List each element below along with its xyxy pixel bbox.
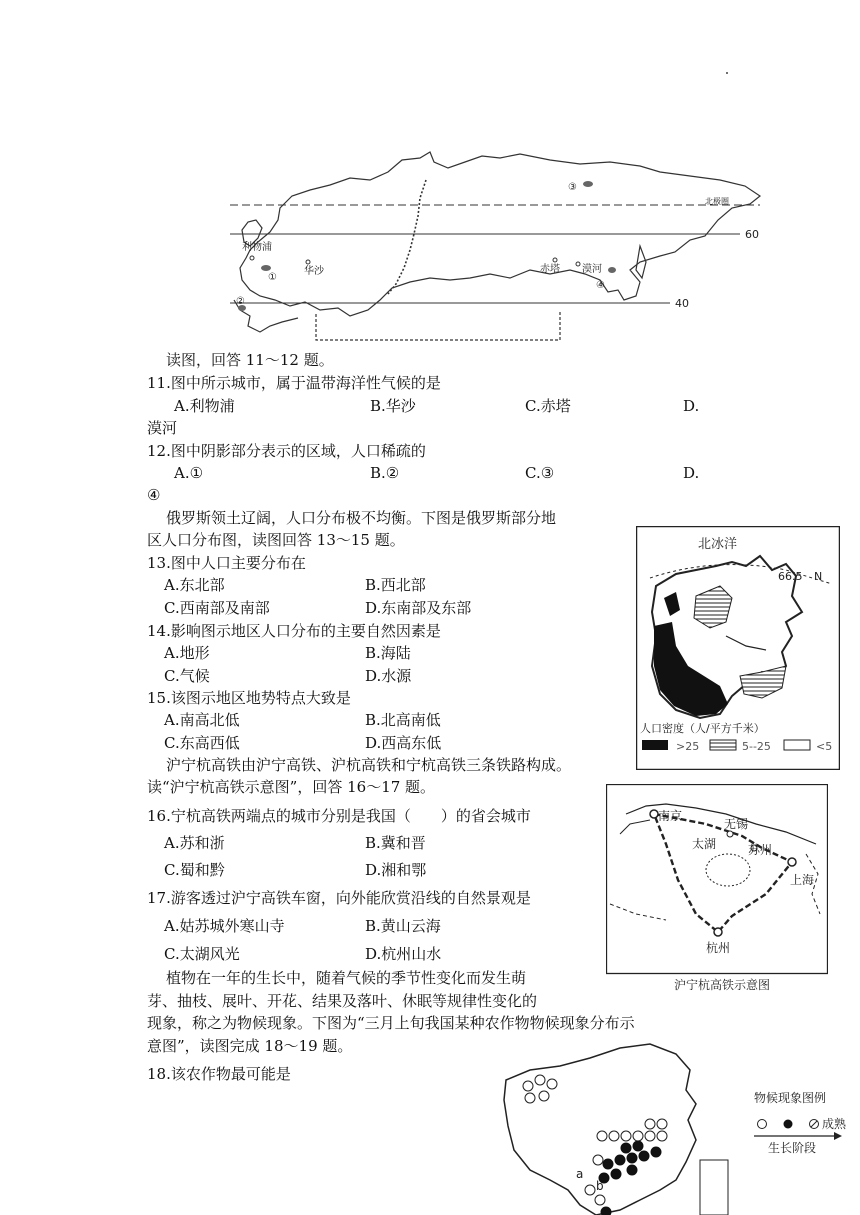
q15-option-a[interactable]: A.南高北低 [164,711,240,729]
shade-1 [261,265,271,271]
q17-option-d[interactable]: D.杭州山水 [365,945,442,963]
city-wuxi: 无锡 [724,817,749,831]
q18-stem: 18.该农作物最可能是 [147,1065,291,1083]
legend-swatch-medium [710,740,736,750]
phenology-map [500,1040,860,1215]
north-label: N [814,570,823,583]
q17-option-a[interactable]: A.姑苏城外寒山寺 [164,917,285,935]
region-1: ① [268,272,277,283]
population-density-map [636,526,840,770]
map-caption: 沪宁杭高铁示意图 [674,978,771,992]
ocean-label: 北冰洋 [698,537,738,552]
q16-stem: 16.宁杭高铁两端点的城市分别是我国（ ）的省会城市 [147,807,531,825]
city-liverpool: 利物浦 [242,242,272,253]
intro-11-12: 读图，回答 11～12 题。 [166,351,334,369]
q15-option-c[interactable]: C.东高西低 [164,734,240,752]
legend-title: 物候现象图例 [754,1091,827,1105]
q13-option-c[interactable]: C.西南部及南部 [164,599,270,617]
q14-option-d[interactable]: D.水源 [365,667,412,685]
shade-3 [583,181,593,187]
region-2: ② [236,296,245,307]
q12-option-b[interactable]: B.② [370,464,400,482]
intro-13-15-line2: 区人口分布图，读图回答 13～15 题。 [147,531,405,549]
q14-option-b[interactable]: B.海陆 [365,644,411,662]
q17-stem: 17.游客透过沪宁高铁车窗，向外能欣赏沿线的自然景观是 [147,889,531,907]
q15-stem: 15.该图示地区地势特点大致是 [147,689,351,707]
city-shanghai: 上海 [790,873,815,887]
legend-swatch-dense [642,740,668,750]
taihu-lake [706,854,750,886]
q12-option-a[interactable]: A.① [174,464,204,482]
intro-16-17-line1: 沪宁杭高铁由沪宁高铁、沪杭高铁和宁杭高铁三条铁路构成。 [166,756,572,774]
q17-option-b[interactable]: B.黄山云海 [365,917,441,935]
intro-18-19-line4: 意图”，读图完成 18～19 题。 [147,1037,353,1055]
border-line [388,180,426,294]
legend-open-dot [758,1120,767,1129]
lat-label: 66.5 [778,570,803,583]
russia-map [220,150,780,345]
q11-option-c[interactable]: C.赤塔 [525,397,571,415]
city-nanjing: 南京 [658,809,683,823]
q14-option-a[interactable]: A.地形 [164,644,210,662]
q13-option-b[interactable]: B.西北部 [365,576,426,594]
q14-stem: 14.影响图示地区人口分布的主要自然因素是 [147,622,441,640]
intro-18-19-line2: 芽、抽枝、展叶、开花、结果及落叶、休眠等规律性变化的 [147,992,538,1010]
city-suzhou: 苏州 [748,843,773,857]
q12-option-d-text: ④ [147,486,161,504]
lat-40-label: 40 [675,297,689,310]
intro-18-19-line3: 现象，称之为物候现象。下图为“三月上旬我国某种农作物物候现象分布示 [147,1014,635,1032]
legend-mature: 成熟 [822,1117,847,1131]
city-warsaw: 华沙 [304,266,324,277]
q17-option-c[interactable]: C.太湖风光 [164,945,240,963]
q16-option-a[interactable]: A.苏和浙 [164,834,225,852]
q12-option-c[interactable]: C.③ [525,464,555,482]
intro-16-17-line2: 读“沪宁杭高铁示意图”，回答 16～17 题。 [147,778,436,796]
q11-option-d-text: 漠河 [147,419,178,437]
lake-taihu-label: 太湖 [692,837,717,851]
city-chita: 赤塔 [540,264,560,275]
legend-medium: 5--25 [742,740,771,753]
dashed-box [316,310,560,340]
legend-stage: 生长阶段 [768,1141,817,1155]
q11-option-b[interactable]: B.华沙 [370,397,416,415]
q13-option-a[interactable]: A.东北部 [164,576,225,594]
q11-option-a[interactable]: A.利物浦 [174,397,235,415]
q16-option-b[interactable]: B.冀和晋 [365,834,426,852]
region-3: ③ [568,182,577,193]
south-sea-inset [700,1160,728,1215]
q16-option-c[interactable]: C.蜀和黔 [164,861,225,879]
label-a: a [576,1167,584,1181]
q11-option-d[interactable]: D. [683,397,700,415]
q15-option-d[interactable]: D.西高东低 [365,734,442,752]
q13-stem: 13.图中人口主要分布在 [147,554,306,572]
q13-option-d[interactable]: D.东南部及东部 [365,599,472,617]
legend-dense: >25 [676,740,700,753]
q16-option-d[interactable]: D.湘和鄂 [365,861,427,879]
city-mohe: 漠河 [582,264,602,275]
city-hangzhou: 杭州 [706,941,731,955]
q11-stem: 11.图中所示城市，属于温带海洋性气候的是 [147,374,441,392]
lat-60-label: 60 [745,228,759,241]
region-4: ④ [596,280,605,291]
q15-option-b[interactable]: B.北高南低 [365,711,441,729]
legend-filled-dot [784,1120,793,1129]
q12-option-d[interactable]: D. [683,464,700,482]
arctic-circle-label: 北极圈 [705,197,729,206]
legend-sparse: <5 [816,740,833,753]
legend-title: 人口密度（人/平方千米） [640,722,765,735]
intro-18-19-line1: 植物在一年的生长中，随着气候的季节性变化而发生萌 [166,969,527,987]
q14-option-c[interactable]: C.气候 [164,667,210,685]
legend-swatch-sparse [784,740,810,750]
stray-dot [726,72,728,74]
intro-13-15-line1: 俄罗斯领土辽阔，人口分布极不均衡。下图是俄罗斯部分地 [166,509,557,527]
railway-map [606,784,828,996]
q12-stem: 12.图中阴影部分表示的区域，人口稀疏的 [147,442,426,460]
label-b: b [596,1179,604,1193]
shade-4 [608,267,616,273]
